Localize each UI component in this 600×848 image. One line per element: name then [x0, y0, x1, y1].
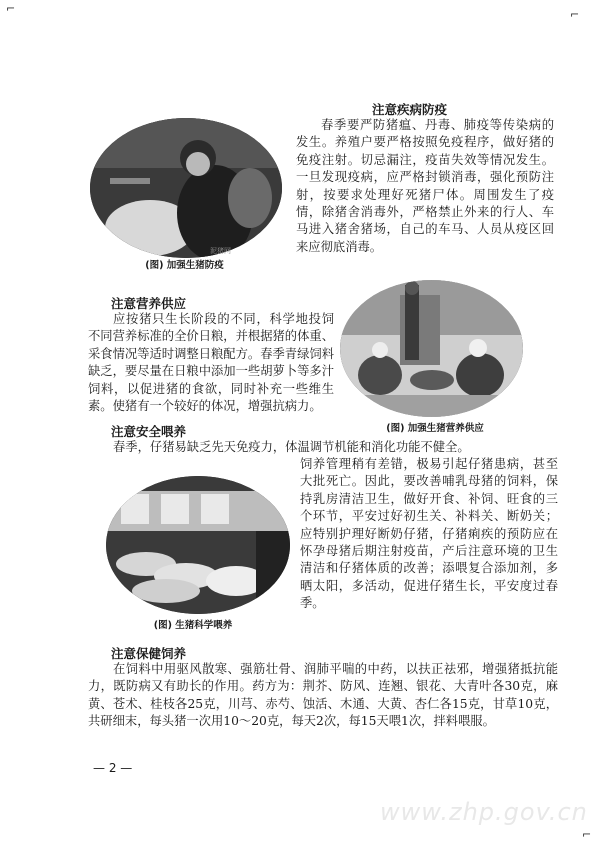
watermark: www.zhp.gov.cn	[380, 798, 588, 826]
caption-nutrition-supply: (图) 加强生猪营养供应	[386, 423, 484, 434]
corner-mark-top-left: ⌐	[6, 2, 16, 15]
body-disease-prevention: 春季要严防猪瘟、丹毒、肺疫等传染病的发生。养殖户要严格按照免疫程序，做好猪的免疫注射。切忌漏注，疫苗失效等情况发生。一旦发现疫病，应严格封锁消毒，强化预防注射，按要求处理好死猪尸体。周围发生了疫情，除猪舍消毒外，严格禁止外来的行人、车马进入猪舍猪场，自己的车马、人员从疫区回来应彻底消毒。	[296, 118, 554, 254]
photo-scientific-feeding	[106, 476, 290, 614]
body-safe-feeding-right: 饲养管理稍有差错，极易引起仔猪患病，甚至大批死亡。因此，要改善哺乳母猪的饲料，保持乳房清洁卫生，做好开食、补饲、旺食的三个环节，平安过好初生关、补料关、断奶关；应特别护理好断奶仔猪，仔猪痢疾的预防应在怀孕母猪后期注射疫苗，产后注意环境的卫生清洁和仔猪体质的改善；添喂复合添加剂，多晒太阳，多活动，促进仔猪生长，平安度过春季。	[300, 457, 558, 611]
photo-stamp: 泥猪网	[210, 247, 231, 255]
caption-disease-prevention: (图) 加强生猪防疫	[145, 260, 224, 271]
heading-health-feeding: 注意保健饲养	[111, 646, 187, 661]
heading-safe-feeding: 注意安全喂养	[111, 424, 187, 439]
body-health-feeding: 在饲料中用驱风散寒、强筋壮骨、润肺平喘的中药，以扶正祛邪，增强猪抵抗能力，既防病又有助长的作用。药方为：荆芥、防风、连翘、银花、大青叶各30克，麻黄、苍术、桂枝各25克，川芎、赤芍、蚀活、木通、大黄、杏仁各15克，甘草10克，共研细末，每头猪一次用10～20克，每天2次，每15天喂1次，拌料喂服。	[88, 662, 558, 729]
body-nutrition: 应按猪只生长阶段的不同，科学地投饲不同营养标准的全价日粮，并根据猪的体重、采食情况等适时调整日粮配方。春季青绿饲料缺乏，要尽量在日粮中添加一些胡萝卜等多汁饲料，以促进猪的食欲，同时补充一些维生素。使猪有一个较好的体况，增强抗病力。	[88, 312, 334, 414]
heading-disease-prevention: 注意疾病防疫	[372, 102, 448, 117]
caption-scientific-feeding: (图) 生猪科学喂养	[153, 620, 233, 631]
heading-nutrition: 注意营养供应	[111, 296, 187, 311]
corner-mark-top-right: ⌐	[570, 8, 580, 21]
photo-disease-prevention	[90, 118, 282, 258]
body-safe-feeding-top: 春季，仔猪易缺乏先天免疫力，体温调节机能和消化功能不健全。	[113, 440, 470, 454]
corner-mark-bottom-right: ⌐	[582, 828, 592, 841]
photo-nutrition-supply	[340, 280, 523, 417]
page-number: — 2 —	[93, 761, 133, 775]
